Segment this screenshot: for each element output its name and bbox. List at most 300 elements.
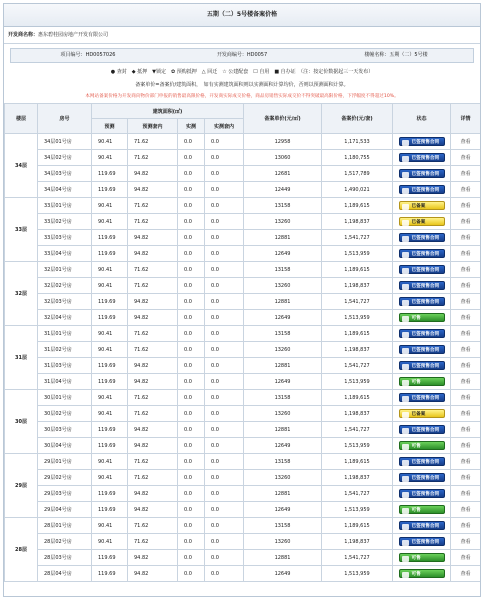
room-cell: 31层04号房 xyxy=(38,374,92,390)
view-detail-link[interactable]: 查看 xyxy=(451,358,481,374)
actual-area-cell: 0.0 xyxy=(178,518,205,534)
floor-cell: 30层 xyxy=(5,390,38,454)
total-price-cell: 1,198,837 xyxy=(322,534,393,550)
pred-area-cell: 119.69 xyxy=(92,246,128,262)
actual-area-cell: 0.0 xyxy=(178,390,205,406)
actual-inner-area-cell: 0.0 xyxy=(205,390,244,406)
pred-inner-area-cell: 71.62 xyxy=(128,470,178,486)
unit-price-cell: 12881 xyxy=(244,550,322,566)
table-body xyxy=(5,134,481,582)
status-cell xyxy=(393,518,451,534)
room-cell: 34层04号房 xyxy=(38,182,92,198)
table-row xyxy=(5,390,481,406)
total-price-cell: 1,541,727 xyxy=(322,550,393,566)
pred-inner-area-cell: 71.62 xyxy=(128,390,178,406)
status-badge[interactable]: 已签预售合同 xyxy=(399,425,445,434)
actual-inner-area-cell: 0.0 xyxy=(205,518,244,534)
pred-inner-area-cell: 94.82 xyxy=(128,310,178,326)
developer-label: 开发商名称： xyxy=(8,32,39,38)
pred-area-cell: 90.41 xyxy=(92,278,128,294)
status-badge[interactable]: 已签预售合同 xyxy=(399,473,445,482)
pred-inner-area-cell: 71.62 xyxy=(128,198,178,214)
actual-inner-area-cell: 0.0 xyxy=(205,198,244,214)
pred-inner-area-cell: 94.82 xyxy=(128,550,178,566)
developer-no: 开发商编号：HD0057 xyxy=(216,52,268,58)
unit-price-cell: 12681 xyxy=(244,166,322,182)
view-detail-link[interactable]: 查看 xyxy=(451,230,481,246)
status-cell xyxy=(393,262,451,278)
pred-inner-area-cell: 71.62 xyxy=(128,262,178,278)
unit-price-cell: 13260 xyxy=(244,470,322,486)
status-badge[interactable]: 已签预售合同 xyxy=(399,185,445,194)
actual-area-cell: 0.0 xyxy=(178,278,205,294)
col-actual-inner: 实测套内 xyxy=(205,119,244,134)
pred-inner-area-cell: 94.82 xyxy=(128,182,178,198)
status-cell xyxy=(393,342,451,358)
status-badge[interactable]: 可售 xyxy=(399,505,445,514)
actual-inner-area-cell: 0.0 xyxy=(205,486,244,502)
total-price-cell: 1,541,727 xyxy=(322,230,393,246)
actual-area-cell: 0.0 xyxy=(178,182,205,198)
room-cell: 32层03号房 xyxy=(38,294,92,310)
table-row xyxy=(5,278,481,294)
actual-area-cell: 0.0 xyxy=(178,150,205,166)
room-cell: 34层01号房 xyxy=(38,134,92,150)
view-detail-link[interactable]: 查看 xyxy=(451,406,481,422)
room-cell: 30层04号房 xyxy=(38,438,92,454)
floor-cell: 32层 xyxy=(5,262,38,326)
col-total-price: 备案价(元/套) xyxy=(322,104,393,134)
status-cell xyxy=(393,358,451,374)
actual-inner-area-cell: 0.0 xyxy=(205,438,244,454)
room-cell: 29层01号房 xyxy=(38,454,92,470)
table-row xyxy=(5,230,481,246)
status-cell xyxy=(393,406,451,422)
status-badge[interactable]: 已备案 xyxy=(399,201,445,210)
total-price-cell: 1,513,959 xyxy=(322,566,393,582)
actual-inner-area-cell: 0.0 xyxy=(205,550,244,566)
unit-price-cell: 12649 xyxy=(244,310,322,326)
pred-inner-area-cell: 71.62 xyxy=(128,150,178,166)
actual-inner-area-cell: 0.0 xyxy=(205,246,244,262)
unit-price-cell: 12881 xyxy=(244,358,322,374)
view-detail-link[interactable]: 查看 xyxy=(451,502,481,518)
unit-price-cell: 12649 xyxy=(244,502,322,518)
total-price-cell: 1,517,789 xyxy=(322,166,393,182)
status-cell xyxy=(393,534,451,550)
page-frame xyxy=(3,3,481,597)
room-cell: 33层03号房 xyxy=(38,230,92,246)
unit-price-cell: 13260 xyxy=(244,278,322,294)
project-no: 项目编号：HD0057026 xyxy=(60,52,116,58)
status-badge[interactable]: 已签预售合同 xyxy=(399,281,445,290)
actual-inner-area-cell: 0.0 xyxy=(205,230,244,246)
col-room: 房号 xyxy=(38,104,92,134)
col-pred: 预测 xyxy=(92,119,128,134)
total-price-cell: 1,189,615 xyxy=(322,198,393,214)
room-cell: 30层03号房 xyxy=(38,422,92,438)
room-cell: 32层04号房 xyxy=(38,310,92,326)
status-badge[interactable]: 可售 xyxy=(399,377,445,386)
status-cell xyxy=(393,502,451,518)
actual-inner-area-cell: 0.0 xyxy=(205,262,244,278)
status-cell xyxy=(393,326,451,342)
unit-price-cell: 13158 xyxy=(244,326,322,342)
room-cell: 31层02号房 xyxy=(38,342,92,358)
status-badge[interactable]: 已签预售合同 xyxy=(399,297,445,306)
status-cell xyxy=(393,550,451,566)
room-cell: 31层01号房 xyxy=(38,326,92,342)
actual-area-cell: 0.0 xyxy=(178,214,205,230)
room-cell: 28层03号房 xyxy=(38,550,92,566)
pred-area-cell: 119.69 xyxy=(92,374,128,390)
col-status: 状态 xyxy=(393,104,451,134)
total-price-cell: 1,541,727 xyxy=(322,486,393,502)
actual-inner-area-cell: 0.0 xyxy=(205,310,244,326)
unit-price-cell: 12958 xyxy=(244,134,322,150)
unit-price-cell: 13158 xyxy=(244,518,322,534)
view-detail-link[interactable]: 查看 xyxy=(451,278,481,294)
view-detail-link[interactable]: 查看 xyxy=(451,518,481,534)
pred-inner-area-cell: 71.62 xyxy=(128,406,178,422)
col-unit-price: 备案单价(元/㎡) xyxy=(244,104,322,134)
pred-area-cell: 90.41 xyxy=(92,150,128,166)
status-badge[interactable]: 已签预售合同 xyxy=(399,457,445,466)
actual-area-cell: 0.0 xyxy=(178,198,205,214)
table-row xyxy=(5,454,481,470)
actual-area-cell: 0.0 xyxy=(178,310,205,326)
status-cell xyxy=(393,422,451,438)
actual-inner-area-cell: 0.0 xyxy=(205,406,244,422)
status-cell xyxy=(393,230,451,246)
status-badge[interactable]: 可售 xyxy=(399,313,445,322)
table-row xyxy=(5,550,481,566)
total-price-cell: 1,189,615 xyxy=(322,454,393,470)
actual-inner-area-cell: 0.0 xyxy=(205,374,244,390)
view-detail-link[interactable]: 查看 xyxy=(451,342,481,358)
table-row xyxy=(5,166,481,182)
status-badge[interactable]: 已签预售合同 xyxy=(399,137,445,146)
actual-area-cell: 0.0 xyxy=(178,566,205,582)
pred-area-cell: 90.41 xyxy=(92,534,128,550)
status-cell xyxy=(393,134,451,150)
view-detail-link[interactable]: 查看 xyxy=(451,470,481,486)
total-price-cell: 1,198,837 xyxy=(322,470,393,486)
room-cell: 29层04号房 xyxy=(38,502,92,518)
table-row xyxy=(5,310,481,326)
floor-cell: 28层 xyxy=(5,518,38,582)
table-row xyxy=(5,246,481,262)
actual-area-cell: 0.0 xyxy=(178,470,205,486)
unit-price-cell: 13158 xyxy=(244,262,322,278)
status-cell xyxy=(393,310,451,326)
unit-price-cell: 12881 xyxy=(244,422,322,438)
actual-inner-area-cell: 0.0 xyxy=(205,470,244,486)
table-row xyxy=(5,134,481,150)
building-name: 楼幢名称：五期（二）5号楼 xyxy=(364,52,428,58)
total-price-cell: 1,180,755 xyxy=(322,150,393,166)
status-cell xyxy=(393,438,451,454)
actual-area-cell: 0.0 xyxy=(178,166,205,182)
actual-area-cell: 0.0 xyxy=(178,502,205,518)
view-detail-link[interactable]: 查看 xyxy=(451,182,481,198)
table-row xyxy=(5,198,481,214)
pred-inner-area-cell: 94.82 xyxy=(128,566,178,582)
status-badge[interactable]: 已签预售合同 xyxy=(399,249,445,258)
pred-inner-area-cell: 71.62 xyxy=(128,326,178,342)
unit-price-cell: 13060 xyxy=(244,150,322,166)
view-detail-link[interactable]: 查看 xyxy=(451,150,481,166)
total-price-cell: 1,541,727 xyxy=(322,294,393,310)
status-cell xyxy=(393,150,451,166)
room-cell: 30层01号房 xyxy=(38,390,92,406)
unit-price-cell: 12881 xyxy=(244,294,322,310)
pred-inner-area-cell: 94.82 xyxy=(128,246,178,262)
floor-cell: 29层 xyxy=(5,454,38,518)
unit-price-cell: 13158 xyxy=(244,198,322,214)
pred-area-cell: 119.69 xyxy=(92,502,128,518)
view-detail-link[interactable]: 查看 xyxy=(451,438,481,454)
table-row xyxy=(5,470,481,486)
pred-inner-area-cell: 71.62 xyxy=(128,134,178,150)
total-price-cell: 1,513,959 xyxy=(322,374,393,390)
pred-area-cell: 90.41 xyxy=(92,470,128,486)
view-detail-link[interactable]: 查看 xyxy=(451,166,481,182)
pred-area-cell: 119.69 xyxy=(92,358,128,374)
actual-inner-area-cell: 0.0 xyxy=(205,326,244,342)
status-legend: ● 查封 ◆ 抵押 ▼锁定 ✿ 预购抵押 △ 回迁 ☆ 公建配套 ☐ 自用 ■ 自办证 （注：按定价数据起三一天发布） xyxy=(110,69,374,75)
status-cell xyxy=(393,278,451,294)
table-row xyxy=(5,502,481,518)
actual-inner-area-cell: 0.0 xyxy=(205,294,244,310)
actual-area-cell: 0.0 xyxy=(178,550,205,566)
view-detail-link[interactable]: 查看 xyxy=(451,326,481,342)
actual-area-cell: 0.0 xyxy=(178,342,205,358)
status-cell xyxy=(393,294,451,310)
table-row xyxy=(5,534,481,550)
actual-area-cell: 0.0 xyxy=(178,262,205,278)
pred-area-cell: 90.41 xyxy=(92,518,128,534)
price-table xyxy=(4,103,481,582)
floor-cell: 31层 xyxy=(5,326,38,390)
actual-inner-area-cell: 0.0 xyxy=(205,166,244,182)
col-floor: 楼层 xyxy=(5,104,38,134)
room-cell: 29层03号房 xyxy=(38,486,92,502)
pred-inner-area-cell: 94.82 xyxy=(128,422,178,438)
col-pred-inner: 预测套内 xyxy=(128,119,178,134)
project-info-bar xyxy=(10,48,474,63)
status-badge[interactable]: 可售 xyxy=(399,441,445,450)
actual-inner-area-cell: 0.0 xyxy=(205,534,244,550)
col-detail: 详情 xyxy=(451,104,481,134)
table-row xyxy=(5,422,481,438)
room-cell: 33层04号房 xyxy=(38,246,92,262)
actual-inner-area-cell: 0.0 xyxy=(205,134,244,150)
status-badge[interactable]: 已备案 xyxy=(399,409,445,418)
pred-area-cell: 119.69 xyxy=(92,294,128,310)
room-cell: 34层02号房 xyxy=(38,150,92,166)
status-badge[interactable]: 已签预售合同 xyxy=(399,153,445,162)
actual-area-cell: 0.0 xyxy=(178,230,205,246)
actual-inner-area-cell: 0.0 xyxy=(205,182,244,198)
pred-area-cell: 90.41 xyxy=(92,406,128,422)
total-price-cell: 1,490,021 xyxy=(322,182,393,198)
actual-inner-area-cell: 0.0 xyxy=(205,358,244,374)
pred-area-cell: 90.41 xyxy=(92,326,128,342)
view-detail-link[interactable]: 查看 xyxy=(451,422,481,438)
status-badge[interactable]: 已签预售合同 xyxy=(399,521,445,530)
pred-inner-area-cell: 94.82 xyxy=(128,358,178,374)
pred-area-cell: 90.41 xyxy=(92,214,128,230)
status-badge[interactable]: 可售 xyxy=(399,553,445,562)
actual-inner-area-cell: 0.0 xyxy=(205,150,244,166)
pred-area-cell: 90.41 xyxy=(92,454,128,470)
view-detail-link[interactable]: 查看 xyxy=(451,390,481,406)
actual-area-cell: 0.0 xyxy=(178,246,205,262)
total-price-cell: 1,189,615 xyxy=(322,518,393,534)
view-detail-link[interactable]: 查看 xyxy=(451,534,481,550)
status-badge[interactable]: 可售 xyxy=(399,569,445,578)
pred-area-cell: 119.69 xyxy=(92,486,128,502)
developer-name: 惠东碧桂园房地产开发有限公司 xyxy=(38,32,109,38)
pred-area-cell: 119.69 xyxy=(92,438,128,454)
room-cell: 32层02号房 xyxy=(38,278,92,294)
unit-price-cell: 13158 xyxy=(244,454,322,470)
total-price-cell: 1,171,533 xyxy=(322,134,393,150)
pred-area-cell: 119.69 xyxy=(92,310,128,326)
actual-inner-area-cell: 0.0 xyxy=(205,566,244,582)
status-badge[interactable]: 已备案 xyxy=(399,217,445,226)
floor-cell: 34层 xyxy=(5,134,38,198)
total-price-cell: 1,513,959 xyxy=(322,502,393,518)
status-cell xyxy=(393,486,451,502)
pred-inner-area-cell: 94.82 xyxy=(128,502,178,518)
pred-inner-area-cell: 94.82 xyxy=(128,438,178,454)
developer-line xyxy=(4,27,480,44)
table-row xyxy=(5,486,481,502)
view-detail-link[interactable]: 查看 xyxy=(451,374,481,390)
status-badge[interactable]: 已签预售合同 xyxy=(399,169,445,178)
view-detail-link[interactable]: 查看 xyxy=(451,246,481,262)
pred-inner-area-cell: 71.62 xyxy=(128,534,178,550)
view-detail-link[interactable]: 查看 xyxy=(451,214,481,230)
status-cell xyxy=(393,454,451,470)
total-price-cell: 1,189,615 xyxy=(322,326,393,342)
pred-area-cell: 90.41 xyxy=(92,262,128,278)
actual-inner-area-cell: 0.0 xyxy=(205,214,244,230)
pred-inner-area-cell: 71.62 xyxy=(128,214,178,230)
actual-area-cell: 0.0 xyxy=(178,438,205,454)
view-detail-link[interactable]: 查看 xyxy=(451,550,481,566)
view-detail-link[interactable]: 查看 xyxy=(451,134,481,150)
room-cell: 28层04号房 xyxy=(38,566,92,582)
unit-price-cell: 13260 xyxy=(244,214,322,230)
total-price-cell: 1,198,837 xyxy=(322,278,393,294)
room-cell: 31层03号房 xyxy=(38,358,92,374)
view-detail-link[interactable]: 查看 xyxy=(451,294,481,310)
actual-area-cell: 0.0 xyxy=(178,406,205,422)
status-badge[interactable]: 已签预售合同 xyxy=(399,345,445,354)
pred-inner-area-cell: 71.62 xyxy=(128,278,178,294)
table-row xyxy=(5,214,481,230)
table-row xyxy=(5,342,481,358)
total-price-cell: 1,189,615 xyxy=(322,262,393,278)
pred-area-cell: 119.69 xyxy=(92,422,128,438)
floor-cell: 33层 xyxy=(5,198,38,262)
view-detail-link[interactable]: 查看 xyxy=(451,486,481,502)
room-cell: 33层02号房 xyxy=(38,214,92,230)
actual-area-cell: 0.0 xyxy=(178,358,205,374)
actual-inner-area-cell: 0.0 xyxy=(205,454,244,470)
table-row xyxy=(5,566,481,582)
room-cell: 30层02号房 xyxy=(38,406,92,422)
total-price-cell: 1,541,727 xyxy=(322,358,393,374)
unit-price-cell: 13260 xyxy=(244,406,322,422)
status-cell xyxy=(393,246,451,262)
status-badge[interactable]: 已签预售合同 xyxy=(399,329,445,338)
status-badge[interactable]: 已签预售合同 xyxy=(399,393,445,402)
total-price-cell: 1,189,615 xyxy=(322,390,393,406)
unit-price-cell: 12881 xyxy=(244,486,322,502)
room-cell: 28层02号房 xyxy=(38,534,92,550)
table-row xyxy=(5,438,481,454)
actual-area-cell: 0.0 xyxy=(178,326,205,342)
view-detail-link[interactable]: 查看 xyxy=(451,310,481,326)
pred-area-cell: 90.41 xyxy=(92,134,128,150)
table-row xyxy=(5,326,481,342)
pred-inner-area-cell: 94.82 xyxy=(128,230,178,246)
price-note: 备案单价=备案价/建筑面积， 如有实测建筑面积则以实测面积计算均价，否则以预测面积计算。 xyxy=(135,82,349,88)
total-price-cell: 1,198,837 xyxy=(322,406,393,422)
table-row xyxy=(5,358,481,374)
actual-inner-area-cell: 0.0 xyxy=(205,278,244,294)
status-cell xyxy=(393,374,451,390)
actual-area-cell: 0.0 xyxy=(178,486,205,502)
status-badge[interactable]: 已签预售合同 xyxy=(399,489,445,498)
total-price-cell: 1,541,727 xyxy=(322,422,393,438)
room-cell: 28层01号房 xyxy=(38,518,92,534)
pred-inner-area-cell: 71.62 xyxy=(128,342,178,358)
status-badge[interactable]: 已签预售合同 xyxy=(399,537,445,546)
status-cell xyxy=(393,198,451,214)
actual-inner-area-cell: 0.0 xyxy=(205,502,244,518)
actual-area-cell: 0.0 xyxy=(178,534,205,550)
pred-inner-area-cell: 94.82 xyxy=(128,294,178,310)
view-detail-link[interactable]: 查看 xyxy=(451,198,481,214)
actual-area-cell: 0.0 xyxy=(178,374,205,390)
view-detail-link[interactable]: 查看 xyxy=(451,566,481,582)
table-row xyxy=(5,150,481,166)
view-detail-link[interactable]: 查看 xyxy=(451,262,481,278)
room-cell: 34层03号房 xyxy=(38,166,92,182)
unit-price-cell: 12649 xyxy=(244,246,322,262)
total-price-cell: 1,198,837 xyxy=(322,214,393,230)
status-badge[interactable]: 已签预售合同 xyxy=(399,265,445,274)
view-detail-link[interactable]: 查看 xyxy=(451,454,481,470)
total-price-cell: 1,513,959 xyxy=(322,310,393,326)
col-actual: 实测 xyxy=(178,119,205,134)
actual-area-cell: 0.0 xyxy=(178,294,205,310)
status-badge[interactable]: 已签预售合同 xyxy=(399,361,445,370)
table-row xyxy=(5,374,481,390)
status-cell xyxy=(393,182,451,198)
pred-inner-area-cell: 71.62 xyxy=(128,454,178,470)
pred-area-cell: 119.69 xyxy=(92,566,128,582)
pred-area-cell: 90.41 xyxy=(92,198,128,214)
status-badge[interactable]: 已签预售合同 xyxy=(399,233,445,242)
unit-price-cell: 13260 xyxy=(244,342,322,358)
pred-area-cell: 119.69 xyxy=(92,182,128,198)
